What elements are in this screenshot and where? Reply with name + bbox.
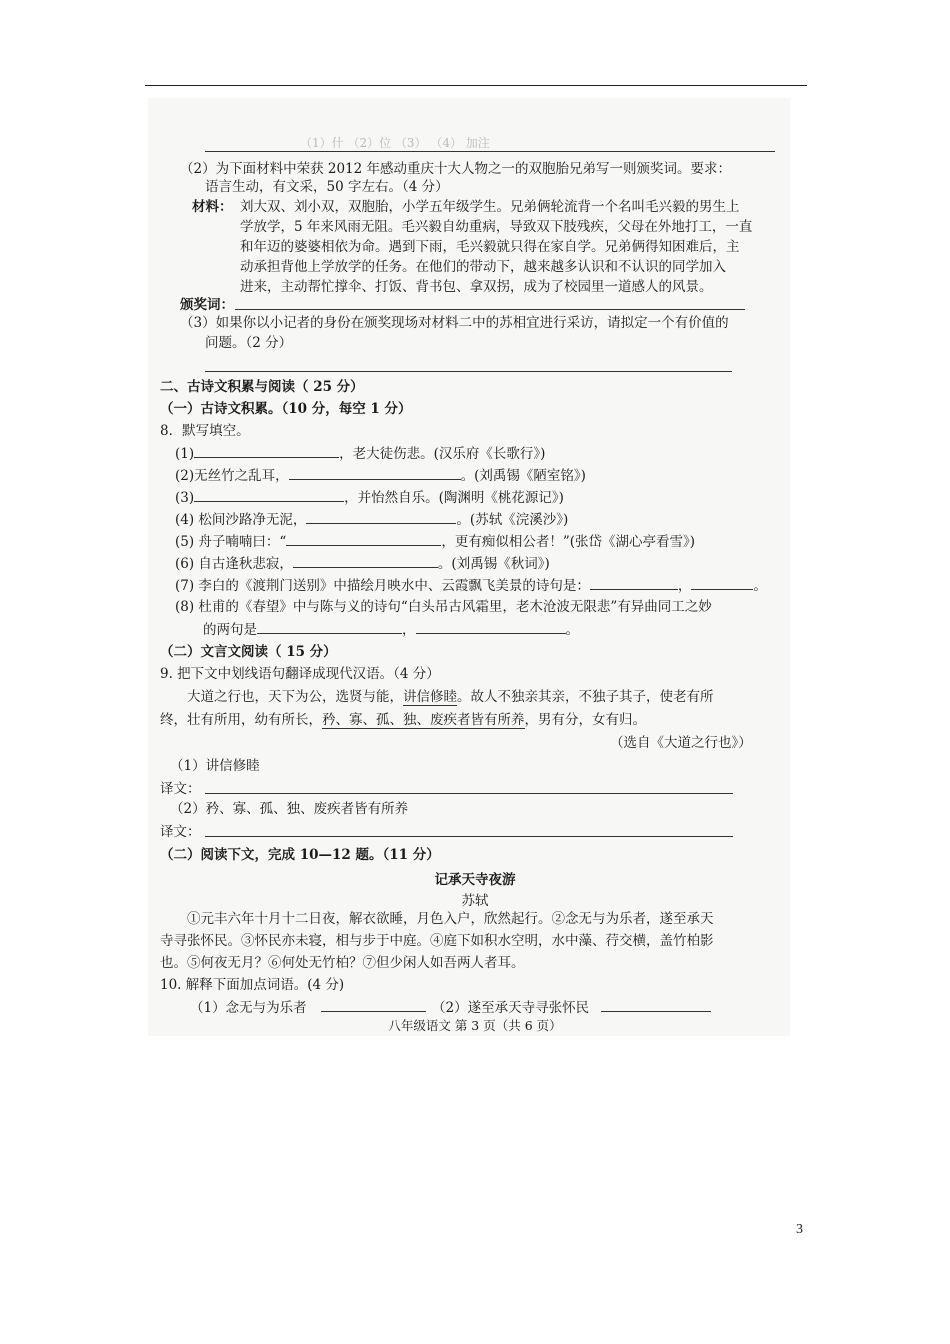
material-line: 刘大双、刘小双，双胞胎，小学五年级学生。兄弟俩轮流背一个名叫毛兴毅的男生上 [240, 199, 740, 215]
part1-title: （一）古诗文积累。（10 分，每空 1 分） [160, 401, 412, 417]
q8-item-5 [175, 532, 695, 551]
poem-author: 苏轼 [461, 893, 489, 909]
q8-blank[interactable] [194, 444, 339, 458]
q8-blank[interactable] [590, 576, 678, 590]
q8-item-8-label: 的两句是 [203, 622, 257, 638]
q8-item-pre: (4) 松间沙路净无泥， [175, 512, 307, 528]
q8-blank[interactable] [691, 576, 753, 590]
section2-title: 二、古诗文积累与阅读（ 25 分） [160, 379, 364, 395]
q8-blank[interactable] [416, 620, 566, 634]
q8-item-tail: 。(苏轼《浣溪沙》) [456, 512, 569, 528]
q8-item-pre: (1) [175, 446, 195, 462]
q9-sub1: （1）讲信修睦 [170, 758, 260, 774]
passage-line: 也。⑤何夜无月？⑥何处无竹柏？⑦但少闲人如吾两人者耳。 [160, 955, 525, 971]
q8-title: 8．默写填空。 [160, 423, 250, 439]
top-rule [145, 85, 807, 86]
q8-item-tail: 。(刘禹锡《秋词》) [437, 556, 550, 572]
q10-blank[interactable] [601, 998, 711, 1012]
q9-underlined: 矜、寡、孤、独、废疾者皆有所养 [322, 712, 525, 728]
poem-title: 记承天寺夜游 [434, 872, 516, 888]
award-label: 颁奖词： [180, 297, 234, 313]
page-number: 3 [796, 1222, 803, 1237]
q9-text: 。故人不独亲其亲，不独子其子，使老有所 [457, 689, 714, 705]
q2-requirement: 语言生动，有文采，50 字左右。（4 分） [205, 179, 449, 195]
q8-item-3 [175, 488, 564, 507]
material-line: 和年迈的婆婆相依为命。遇到下雨，毛兴毅就只得在家自学。兄弟俩得知困难后，主 [240, 239, 740, 255]
q8-item-7-text: (7) 李白的《渡荆门送别》中描绘月映水中、云霞飘飞美景的诗句是： [175, 578, 590, 594]
q8-item-8-line2: 的两句是 ， 。 [203, 622, 579, 638]
q8-blank[interactable] [306, 510, 456, 524]
translate-answer-line-2[interactable] [205, 836, 733, 837]
q2-intro: （2）为下面材料中荣获 2012 年感动重庆十大人物之一的双胞胎兄弟写一则颁奖词。要求： [180, 161, 732, 177]
q8-blank[interactable] [289, 466, 461, 480]
q3-answer-line[interactable] [205, 371, 732, 372]
q10-item-a [190, 998, 426, 1017]
q3-line1: （3）如果你以小记者的身份在颁奖现场对材料二中的苏相宜进行采访，请拟定一个有价值的 [180, 315, 729, 331]
award-answer-line[interactable] [235, 309, 745, 310]
q9-title: 9. 把下文中划线语句翻译成现代汉语。（4 分） [160, 666, 440, 682]
q9-underlined: 讲信修睦 [403, 689, 457, 705]
passage-line: 寺寻张怀民。③怀民亦未寝，相与步于中庭。④庭下如积水空明，水中藻、荇交横，盖竹柏影 [160, 933, 714, 949]
q3-line2: 问题。（2 分） [205, 335, 293, 351]
q8-item-pre: (3) [175, 490, 195, 506]
page-footer: 八年级语文 第 3 页（共 6 页） [388, 1018, 562, 1033]
q8-item-tail: ，更有痴似相公者！”(张岱《湖心亭看雪》) [441, 534, 696, 550]
q8-blank[interactable] [286, 532, 441, 546]
q9-passage-line2 [160, 711, 646, 729]
q8-item-tail: ，并怡然自乐。(陶渊明《桃花源记》) [344, 490, 564, 506]
q8-item-6 [175, 554, 550, 573]
q10-item-label: （1）念无与为乐者 [190, 1000, 307, 1016]
q8-item-tail: ，老大徒伤悲。(汉乐府《长歌行》) [339, 446, 546, 462]
translate-label-1: 译文： [160, 781, 201, 797]
q8-blank[interactable] [293, 554, 438, 568]
part3-title: （二）阅读下文，完成 10—12 题。（11 分） [160, 847, 440, 863]
material-line: 学放学，5 年来风雨无阻。毛兴毅自幼重病，导致双下肢残疾，父母在外地打工，一直 [240, 219, 753, 235]
material-line: 进来，主动帮忙撑伞、打饭、背书包、拿双拐，成为了校园里一道感人的风景。 [240, 279, 713, 295]
q9-source: （选自《大道之行也》） [610, 735, 752, 751]
q9-passage-line1 [187, 688, 714, 706]
part2-title: （二）文言文阅读（ 15 分） [160, 644, 337, 660]
q8-item-pre: (5) 舟子喃喃曰：“ [175, 534, 287, 550]
q9-text: ，男有分，女有归。 [524, 712, 646, 728]
translate-label-2: 译文： [160, 824, 201, 840]
material-line: 动承担背他上学放学的任务。在他们的带动下，越来越多认识和不认识的同学加入 [240, 259, 726, 275]
header-answer-line [205, 151, 775, 152]
material-label: 材料： [192, 199, 233, 215]
q10-blank[interactable] [321, 998, 426, 1012]
q8-item-pre: (2)无丝竹之乱耳， [175, 468, 289, 484]
faded-header: （1）什 （2）位 （3） （4） 加注 [300, 136, 490, 150]
q8-item-2 [175, 466, 586, 485]
q8-item-4 [175, 510, 568, 529]
q10-item-label: （2）遂至承天寺寻张怀民 [432, 1000, 590, 1016]
q10-title: 10. 解释下面加点词语。(4 分) [160, 977, 345, 993]
q8-blank[interactable] [257, 620, 402, 634]
q8-item-tail: 。(刘禹锡《陋室铭》) [460, 468, 586, 484]
q8-item-8-line1: (8) 杜甫的《春望》中与陈与义的诗句“白头吊古风霜里，老木沧波无限悲”有异曲同工之妙 [175, 599, 712, 615]
q8-item-7: (7) 李白的《渡荆门送别》中描绘月映水中、云霞飘飞美景的诗句是： ， 。 [175, 578, 767, 594]
translate-answer-line-1[interactable] [205, 793, 733, 794]
passage-line: ①元丰六年十月十二日夜，解衣欲睡，月色入户，欣然起行。②念无与为乐者，遂至承天 [187, 911, 714, 927]
q10-item-b [432, 998, 711, 1017]
q8-item-1 [175, 444, 545, 463]
q8-item-pre: (6) 自古逢秋悲寂， [175, 556, 293, 572]
q9-text: 终，壮有所用，幼有所长， [160, 712, 322, 728]
q9-text: 大道之行也，天下为公，选贤与能， [187, 689, 403, 705]
q9-sub2: （2）矜、寡、孤、独、废疾者皆有所养 [170, 801, 409, 817]
q8-blank[interactable] [194, 488, 344, 502]
